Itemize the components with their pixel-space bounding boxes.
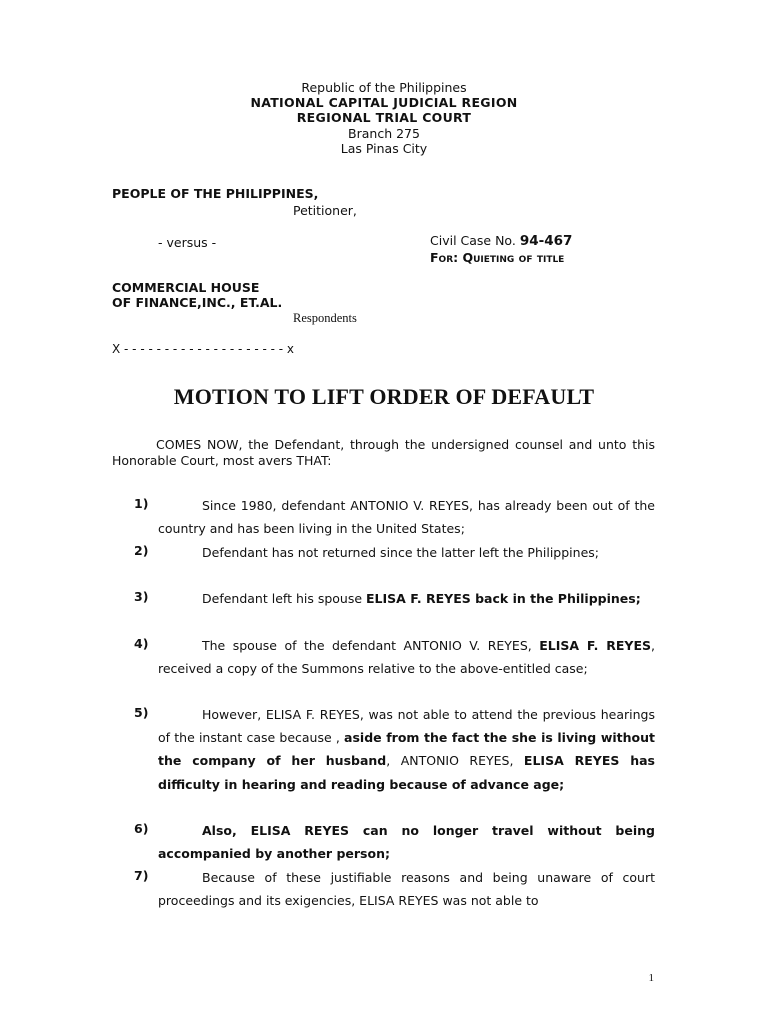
- header-city: Las Pinas City: [340, 141, 428, 156]
- item-text-bold: ELISA F. REYES back in the Philippines;: [366, 591, 641, 606]
- intro-text: COMES NOW, the Defendant, through the undersigned counsel and unto this Honorable Court, most avers THAT:: [112, 437, 655, 468]
- case-number-line: [430, 233, 572, 249]
- versus-label: - versus -: [158, 235, 217, 250]
- item-text-run: Because of these justifiable reasons and being unaware of court proceedings and its exigencies, ELISA REYES was not able to: [158, 870, 655, 909]
- intro-paragraph: [112, 437, 655, 469]
- for-label: For:: [430, 250, 459, 265]
- case-subject-line: [430, 250, 564, 265]
- respondent-name-line2: OF FINANCE,INC., ET.AL.: [112, 295, 283, 310]
- item-text: [158, 634, 655, 680]
- item-number: 1): [134, 496, 149, 511]
- header-court: REGIONAL TRIAL COURT: [296, 110, 472, 125]
- item-text: [158, 866, 655, 912]
- item-text: [158, 494, 655, 540]
- item-text-bold: ELISA F. REYES: [539, 638, 651, 653]
- case-number: 94-467: [519, 233, 573, 249]
- respondent-role: Respondents: [293, 311, 357, 325]
- item-number: 2): [134, 543, 149, 558]
- respondent-name-line1: COMMERCIAL HOUSE: [112, 280, 260, 295]
- item-text-run: The spouse of the defendant ANTONIO V. REYES,: [202, 638, 540, 653]
- item-text-bold: Also, ELISA REYES can no longer travel without being accompanied by another person;: [158, 823, 655, 862]
- case-number-label: Civil Case No.: [430, 233, 516, 248]
- item-text: [158, 587, 655, 610]
- item-text-run: Since 1980, defendant ANTONIO V. REYES, has already been out of the country and has been living in the United States;: [158, 498, 655, 537]
- header-judicial-region: NATIONAL CAPITAL JUDICIAL REGION: [250, 95, 518, 110]
- item-number: 5): [134, 705, 149, 720]
- item-text-run: Defendant has not returned since the latter left the Philippines;: [202, 545, 599, 560]
- item-text-bold: aside from the fact the she is living without the company of her husband: [158, 730, 655, 769]
- page-number: 1: [648, 972, 654, 984]
- header-republic: Republic of the Philippines: [301, 80, 467, 95]
- item-number: 3): [134, 589, 149, 604]
- item-text-bold: ELISA REYES has difficulty in hearing and reading because of advance age;: [158, 753, 655, 792]
- petitioner-name: PEOPLE OF THE PHILIPPINES,: [112, 186, 319, 201]
- case-subject: Quieting of title: [462, 250, 565, 265]
- item-text-run: Defendant left his spouse: [202, 591, 367, 606]
- item-number: 6): [134, 821, 149, 836]
- item-text: [158, 541, 655, 564]
- item-text: [158, 819, 655, 865]
- item-text-run: However, ELISA F. REYES, was not able to attend the previous hearings of the instant case because ,: [158, 707, 655, 746]
- item-text: [158, 703, 655, 796]
- document-title: MOTION TO LIFT ORDER OF DEFAULT: [173, 384, 595, 409]
- item-text-run: , received a copy of the Summons relative to the above-entitled case;: [158, 638, 655, 677]
- item-text-run: , ANTONIO REYES,: [386, 753, 524, 769]
- item-number: 4): [134, 636, 149, 651]
- caption-separator: X - - - - - - - - - - - - - - - - - - - - x: [112, 342, 295, 356]
- header-branch: Branch 275: [348, 126, 420, 141]
- petitioner-role: Petitioner,: [293, 203, 357, 218]
- item-number: 7): [134, 868, 149, 883]
